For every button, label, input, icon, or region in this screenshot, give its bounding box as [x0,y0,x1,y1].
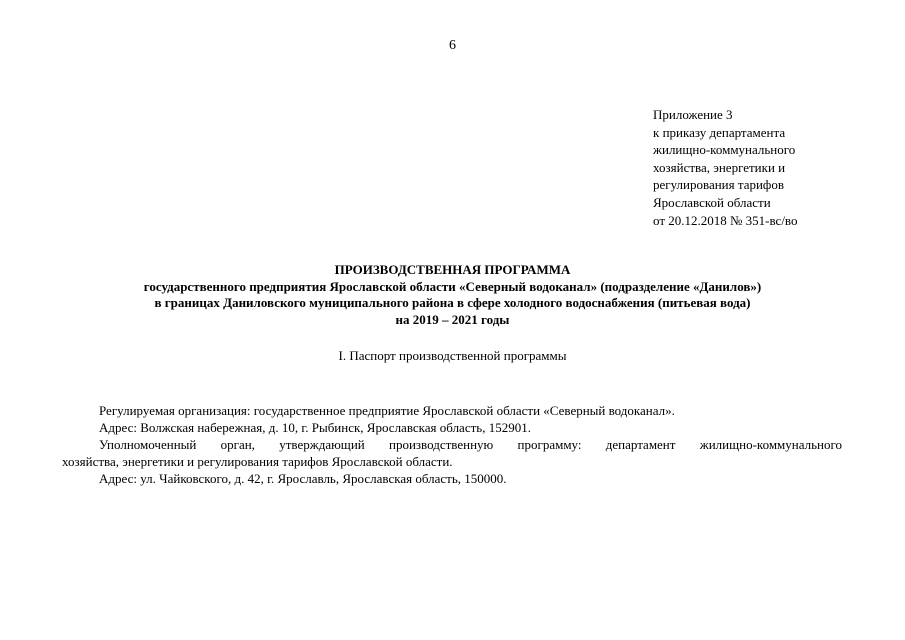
title-line: ПРОИЗВОДСТВЕННАЯ ПРОГРАММА [334,262,571,277]
document-title [0,262,905,328]
title-line: на 2019 – 2021 годы [395,311,510,327]
page-number: 6 [449,38,456,53]
authorized-body [62,436,842,470]
appendix-line: Ярославской области [653,194,771,210]
authorized-body-line: хозяйства, энергетики и регулирования тарифов Ярославской области. [62,454,453,469]
authorized-body-address: Адрес: ул. Чайковского, д. 42, г. Ярославль, Ярославская область, 150000. [99,471,507,486]
section-heading: I. Паспорт производственной программы [338,348,567,363]
title-line: государственного предприятия Ярославской области «Северный водоканал» (подразделение «Данилов») [143,278,762,294]
appendix-line: жилищно-коммунального [653,142,796,158]
title-line: в границах Даниловского муниципального района в сфере холодного водоснабжения (питьевая вода) [154,295,751,310]
appendix-line: хозяйства, энергетики и [653,159,786,175]
appendix-line: от 20.12.2018 № 351-вс/во [653,212,798,228]
regulated-organization-address: Адрес: Волжская набережная, д. 10, г. Рыбинск, Ярославская область, 152901. [99,420,531,435]
appendix-line: регулирования тарифов [653,177,784,193]
passport-body [62,402,842,487]
appendix-note [653,106,893,229]
appendix-line: к приказу департамента [653,124,786,140]
authorized-body-line: Уполномоченный орган, утверждающий производственную программу: департамент жилищно-коммунального [99,437,842,452]
appendix-line: Приложение 3 [653,107,733,122]
regulated-organization: Регулируемая организация: государственное предприятие Ярославской области «Северный водоканал». [99,403,675,418]
